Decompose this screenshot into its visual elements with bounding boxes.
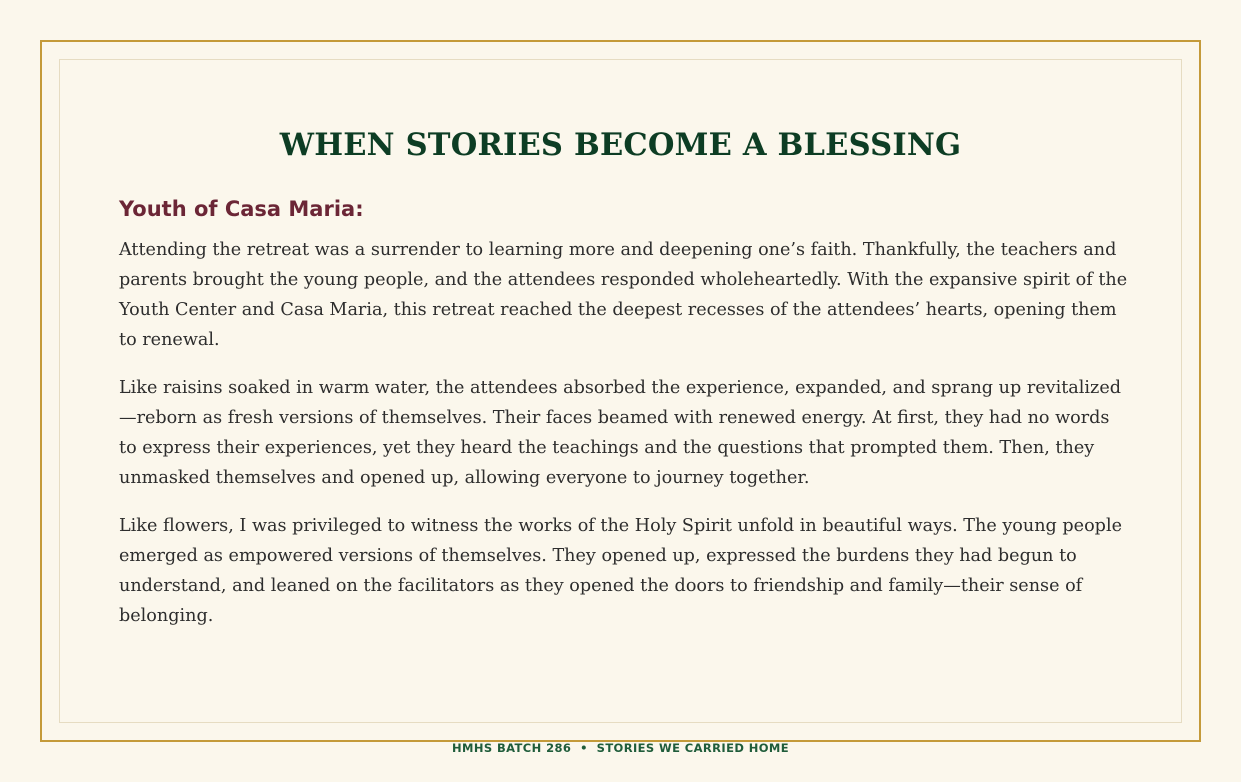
footer-caption: HMHS BATCH 286 • STORIES WE CARRIED HOME [452, 741, 789, 755]
paragraph-2: Like raisins soaked in warm water, the attendees absorbed the experience, expanded, and sprang up revitalized—reborn as fresh versions of themselves. Their faces beamed with renewed energy. At first, they had no words to express their experiences, yet they heard the teachings and the questions that prompted them. Then, they unmasked themselves and opened up, allowing everyone to journey together. [119, 378, 1121, 488]
page-title: WHEN STORIES BECOME A BLESSING [279, 127, 962, 163]
paragraph-1: Attending the retreat was a surrender to learning more and deepening one’s faith. Thankfully, the teachers and parents brought the young people, and the attendees responded wholeheartedly. With the expansive spirit of the Youth Center and Casa Maria, this retreat reached the deepest recesses of the attendees’ hearts, opening them to renewal. [119, 240, 1128, 350]
section-subtitle: Youth of Casa Maria: [119, 197, 364, 221]
body-text [119, 235, 1129, 649]
paragraph-3: Like flowers, I was privileged to witness the works of the Holy Spirit unfold in beautiful ways. The young people emerged as empowered versions of themselves. They opened up, expressed the burdens they had begun to understand, and leaned on the facilitators as they opened the doors to friendship and family—their sense of belonging. [119, 516, 1122, 626]
